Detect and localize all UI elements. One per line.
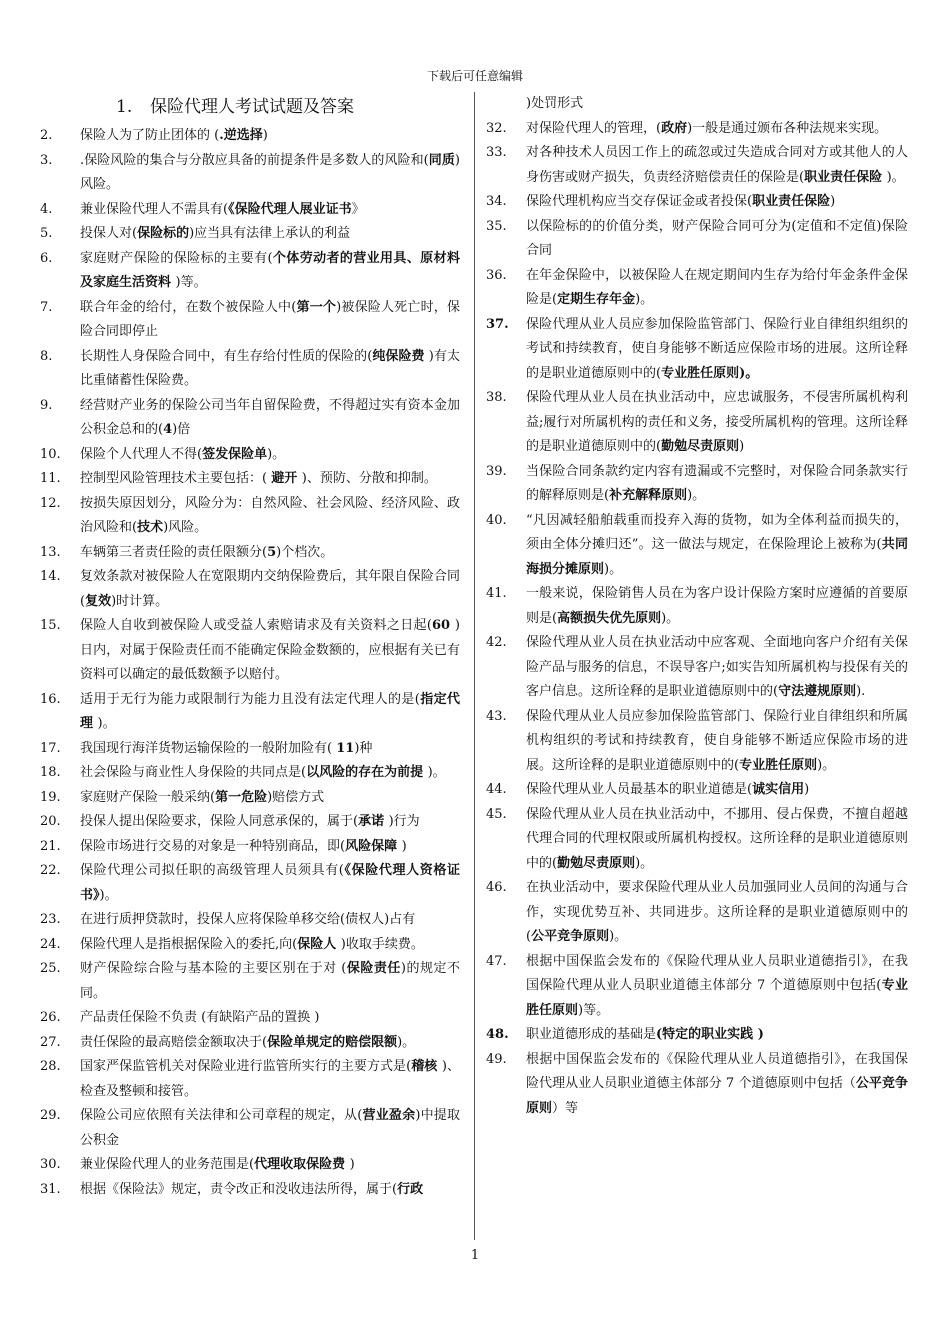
question-text: 保险代理从业人员最基本的职业道德是(诚实信用) (526, 782, 810, 797)
question-item (40, 565, 460, 614)
question-item (486, 803, 908, 877)
question-number: 21. (40, 838, 61, 854)
question-text: 保险代理从业人员应参加保险监管部门、保险行业自律组织组织的考试和持续教育，使自身能够不断适应保险市场的进展。这所诠释的是职业道德原则中的(专业胜任原则)。 (526, 316, 908, 381)
question-item (40, 908, 460, 933)
question-number: 31. (40, 1181, 61, 1197)
question-item (40, 222, 460, 247)
question-text: 保险代理人是指根据保险入的委托,向(保险人 )收取手续费。 (80, 936, 424, 952)
question-number: 46. (486, 880, 507, 895)
question-item (40, 1153, 460, 1178)
question-number: 43. (486, 708, 507, 724)
question-item (40, 761, 460, 786)
question-text: 社会保险与商业性人身保险的共同点是(以风险的存在为前提 )。 (80, 765, 446, 780)
question-text: 车辆第三者责任险的责任限额分(5)个档次。 (80, 544, 334, 560)
question-item (486, 509, 908, 583)
question-item (40, 1055, 460, 1104)
question-text: 保险个人代理人不得(签发保险单)。 (80, 446, 286, 462)
question-text: 根据中国保监会发布的《保险代理从业人员职业道德指引》，在我国保险代理从业人员职业道德主体部分 7 个道德原则中包括(专业胜任原则)等。 (526, 953, 908, 1018)
question-text: 对各种技术人员因工作上的疏忽或过失造成合同对方或其他人的人身伤害或财产损失，负责经济赔偿责任的保险是(职业责任保险 )。 (526, 145, 908, 185)
question-text: 保险市场进行交易的对象是一种特别商品，即(风险保障 ) (80, 838, 407, 854)
question-number: 27. (40, 1034, 61, 1050)
question-number: 49. (486, 1051, 507, 1067)
question-item (40, 1178, 460, 1203)
question-number: 47. (486, 953, 507, 969)
page-number: 1 (470, 1248, 480, 1263)
question-number: 45. (486, 806, 507, 822)
question-text: 家庭财产保险的保险标的主要有(个体劳动者的营业用具、原材料及家庭生活资料 )等。 (80, 250, 460, 290)
question-number: 42. (486, 635, 507, 650)
question-number: 30. (40, 1157, 61, 1172)
question-text: 职业道德形成的基础是(特定的职业实践 ) (526, 1027, 764, 1042)
question-text: 以保险标的的价值分类，财产保险合同可分为(定值和不定值)保险合同 (526, 218, 908, 258)
question-text: 在进行质押贷款时，投保人应将保险单移交给(债权人)占有 (80, 912, 416, 927)
question-number: 4. (40, 201, 53, 217)
question-text: 保险公司应依照有关法律和公司章程的规定，从(营业盈余)中提取公积金 (80, 1108, 460, 1148)
question-text: 投保人对(保险标的)应当具有法律上承认的利益 (80, 226, 351, 241)
page-header: 下载后可任意编辑 (426, 69, 523, 83)
question-number: 18. (40, 765, 61, 780)
question-item (40, 443, 460, 468)
question-item (486, 264, 908, 313)
right-question-list (486, 117, 908, 1122)
question-number: 44. (486, 782, 507, 797)
question-item (486, 141, 908, 190)
question-number: 13. (40, 544, 61, 560)
column-divider (474, 92, 475, 1240)
question-number: 8. (40, 348, 53, 364)
question-number: 24. (40, 936, 61, 952)
question-text: 适用于无行为能力或限制行为能力且没有法定代理人的是(指定代理 )。 (80, 691, 460, 731)
question-text: 保险代理从业人员在执业活动中，应忠诚服务，不侵害所属机构利益;履行对所属机构的责任和义务，接受所属机构的管理。这所诠释的是职业道德原则中的(勤勉尽责原则) (526, 390, 908, 454)
question-item (486, 460, 908, 509)
question-number: 20. (40, 814, 61, 829)
question-item (40, 1031, 460, 1056)
question-item (40, 247, 460, 296)
question-number: 2. (40, 128, 53, 143)
question-number: 37. (486, 316, 509, 332)
question-text: 经营财产业务的保险公司当年自留保险费，不得超过实有资本金加公积金总和的(4)倍 (80, 397, 460, 437)
question-text: 根据中国保监会发布的《保险代理从业人员道德指引》，在我国保险代理从业人员职业道德主体部分 7 个道德原则中包括（公平竞争原则）等 (526, 1051, 908, 1116)
question-text: 一般来说，保险销售人员在为客户设计保险方案时应遵循的首要原则是(高额损失优先原则)。 (526, 586, 908, 626)
question-text: “凡因减轻船舶载重而投弃入海的货物，如为全体利益而损失的，须由全体分摊归还”。这一做法与规定，在保险理论上被称为(共同海损分摊原则)。 (526, 512, 908, 577)
question-text: 根据《保险法》规定，责令改正和没收违法所得，属于(行政 (80, 1181, 424, 1197)
question-text: 控制型风险管理技术主要包括：( 避开 )、预防、分散和抑制。 (80, 471, 437, 486)
question-item (40, 394, 460, 443)
question-item (486, 631, 908, 705)
question-number: 23. (40, 912, 61, 927)
question-item (486, 313, 908, 387)
question-item (40, 957, 460, 1006)
question-item (486, 582, 908, 631)
question-number: 3. (40, 152, 53, 168)
question-text: 复效条款对被保险人在宽限期内交纳保险费后，其年限自保险合同(复效)时计算。 (80, 569, 460, 609)
question-text: 财产保险综合险与基本险的主要区别在于对 (保险责任)的规定不同。 (80, 961, 460, 1001)
question-item (40, 835, 460, 860)
question-text: 保险人自收到被保险人或受益人索赔请求及有关资料之日起(60 )日内，对属于保险责任而不能确定保险金数额的，应根据有关已有资料可以确定的最低数额予以赔付。 (80, 618, 460, 682)
question-number: 25. (40, 961, 61, 976)
left-question-list (40, 124, 460, 1202)
question-text: 保险代理公司拟任职的高级管理人员须具有(《保险代理人资格证书》)。 (80, 863, 460, 903)
question-number: 28. (40, 1059, 61, 1074)
question-text: 责任保险的最高赔偿金额取决于(保险单规定的赔偿限额)。 (80, 1034, 416, 1050)
question-text: .保险风险的集合与分散应具备的前提条件是多数人的风险和(同质) 风险。 (80, 152, 460, 192)
right-column (486, 92, 908, 1121)
question-text: 家庭财产保险一般采纳(第一危险)赔偿方式 (80, 789, 325, 805)
question-item (486, 876, 908, 950)
question-number: 26. (40, 1010, 61, 1025)
question-number: 36. (486, 267, 507, 283)
question-number: 39. (486, 463, 507, 479)
question-item (40, 810, 460, 835)
question-item (486, 386, 908, 460)
question-text: 投保人提出保险要求，保险人同意承保的，属于(承诺 )行为 (80, 814, 420, 829)
question-text: 联合年金的给付，在数个被保险人中(第一个)被保险人死亡时，保险合同即停止 (80, 299, 460, 339)
question-number: 14. (40, 569, 61, 584)
title-number: 1. (116, 97, 133, 117)
question-text: 按损失原因划分，风险分为：自然风险、社会风险、经济风险、政治风险和(技术)风险。 (80, 495, 460, 535)
continuation-text: )处罚形式 (526, 96, 584, 111)
question-number: 17. (40, 740, 61, 756)
question-number: 48. (486, 1027, 509, 1042)
question-item (40, 198, 460, 223)
question-text: 国家严保监管机关对保险业进行监管所实行的主要方式是(稽核 )、检查及整顿和接管。 (80, 1059, 460, 1099)
question-item (40, 345, 460, 394)
question-number: 19. (40, 789, 61, 805)
question-text: 长期性人身保险合同中，有生存给付性质的保险的(纯保险费 )有太比重储蓄性保险费。 (80, 348, 460, 388)
question-item (486, 1048, 908, 1122)
question-item (40, 933, 460, 958)
question-number: 11. (40, 471, 61, 486)
question-item (40, 1006, 460, 1031)
question-text: 在年金保险中，以被保险人在规定期间内生存为给付年金条件金保险是(定期生存年金)。 (526, 267, 908, 307)
question-item (486, 778, 908, 803)
question-text: 保险代理从业人员在执业活动中应客观、全面地向客户介绍有关保险产品与服务的信息，不误导客户;如实告知所属机构与投保有关的客户信息。这所诠释的是职业道德原则中的(守法遵规原则). (526, 635, 908, 699)
question-number: 15. (40, 618, 61, 633)
question-item (40, 467, 460, 492)
question-number: 6. (40, 250, 53, 266)
question-number: 12. (40, 495, 61, 511)
question-item (40, 149, 460, 198)
title-text: 保险代理人考试试题及答案 (150, 97, 354, 117)
question-text: 保险代理从业人员在执业活动中，不挪用、侵占保费，不擅自超越代理合同的代理权限或所属机构授权。这所诠释的是职业道德原则中的(勤勉尽责原则)。 (526, 806, 908, 871)
question-text: 保险代理机构应当交存保证金或者投保(职业责任保险) (526, 194, 836, 209)
question-number: 40. (486, 512, 507, 528)
question-text: 兼业保险代理人的业务范围是(代理收取保险费 ) (80, 1157, 355, 1172)
question-item (40, 541, 460, 566)
question-item (486, 950, 908, 1024)
question-item (40, 688, 460, 737)
question-number: 16. (40, 691, 61, 707)
document-title (116, 94, 460, 120)
question-text: 当保险合同条款约定内容有遗漏或不完整时，对保险合同条款实行的解释原则是(补充解释原则)。 (526, 463, 908, 503)
question-item (486, 117, 908, 142)
question-text: 我国现行海洋货物运输保险的一般附加险有( 11)种 (80, 740, 373, 756)
question-number: 33. (486, 145, 507, 160)
question-number: 5. (40, 226, 53, 241)
question-text: 对保险代理人的管理，(政府)一般是通过颁布各种法规来实现。 (526, 120, 888, 136)
question-item (486, 190, 908, 215)
question-item (40, 614, 460, 688)
question-number: 10. (40, 446, 61, 462)
question-number: 7. (40, 299, 53, 315)
question-number: 29. (40, 1108, 61, 1123)
question-text: 保险人为了防止团体的 (.逆选择) (80, 128, 268, 143)
left-column (40, 92, 460, 1202)
question-item (40, 492, 460, 541)
question-item (40, 859, 460, 908)
question-number: 22. (40, 863, 61, 878)
question-item (486, 705, 908, 779)
question-text: 保险代理从业人员应参加保险监管部门、保险行业自律组织和所属机构组织的考试和持续教育，使自身能够不断适应保险市场的进展。这所诠释的是职业道德原则中的(专业胜任原则)。 (526, 708, 908, 773)
question-text: 兼业保险代理人不需具有(《保险代理人展业证书》 (80, 201, 365, 217)
question-item (40, 124, 460, 149)
question-item (486, 215, 908, 264)
question-number: 9. (40, 397, 53, 413)
question-item (486, 1023, 908, 1048)
question-item (40, 1104, 460, 1153)
question-item (40, 296, 460, 345)
question-number: 41. (486, 586, 507, 601)
question-number: 34. (486, 194, 507, 209)
question-number: 32. (486, 120, 507, 136)
question-item (40, 737, 460, 762)
question-text: 产品责任保险不负责 (有缺陷产品的置换 ) (80, 1010, 320, 1025)
question-number: 35. (486, 218, 507, 234)
question-item (40, 786, 460, 811)
question-number: 38. (486, 390, 507, 405)
question-text: 在执业活动中，要求保险代理从业人员加强同业人员间的沟通与合作，实现优势互补、共同进步。这所诠释的是职业道德原则中的(公平竞争原则)。 (526, 880, 908, 944)
